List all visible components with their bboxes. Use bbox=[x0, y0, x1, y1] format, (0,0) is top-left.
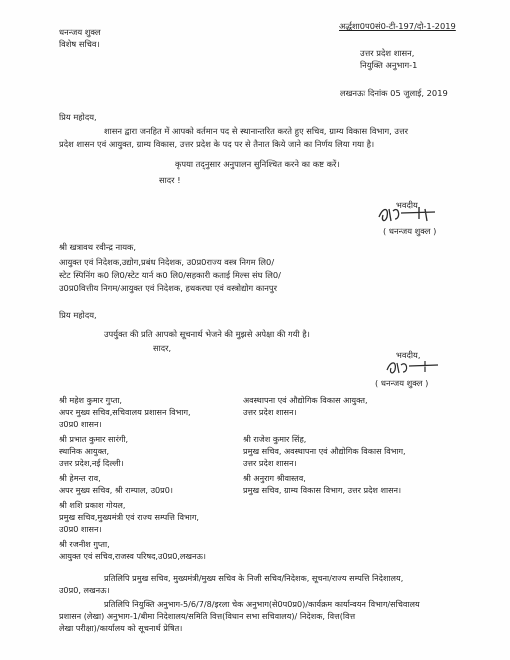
copy-recipient-line: प्रमुख सचिव, अवस्थापना एवं औद्योगिक विकास विभाग, bbox=[243, 446, 406, 456]
copy-recipient-line: अपर मुख्य सचिव,सचिवालय प्रशासन विभाग, bbox=[59, 407, 191, 417]
closing: सादर ! bbox=[159, 175, 181, 185]
copy-recipient-line: श्री शशि प्रकाश गोयल, bbox=[59, 500, 126, 510]
addressee-designation: स्टेट स्पिनिंग क0 लि0/स्टेट यार्न क0 लि0/सहकारी कताई मिल्स संघ लि0/ bbox=[59, 270, 281, 280]
copy-recipient-line: उ0प्र0 शासन। bbox=[59, 524, 102, 534]
signature-image bbox=[383, 357, 443, 377]
signature-image bbox=[375, 203, 445, 225]
body-paragraph-line: प्रदेश शासन एवं आयुक्त, ग्राम्य विकास, उत्तर प्रदेश के पद पर से तैनात किये जाने का निर्णय लिया गया है। bbox=[59, 139, 375, 149]
addressee-designation: उ0प्र0वित्तीय निगम/आयुक्त एवं निदेशक, हथकरघा एवं वस्त्रोद्योग कानपुर bbox=[59, 283, 277, 293]
copy-note-line: प्रशासन (लेखा) अनुभाग-1/बीमा निदेशालय/समिति वित्त(विधान सभा सचिवालय)/ निदेशक, वित्त(वित्त bbox=[59, 611, 356, 621]
copy-recipient-line: उत्तर प्रदेश शासन। bbox=[243, 407, 297, 417]
copy-note-line: लेखा परीक्षा)/कार्यालय को सूचनार्थ प्रेषित। bbox=[59, 623, 183, 633]
reference-number: अर्द्धशा0प0सं0-टी-197/दो-1-2019 bbox=[339, 21, 456, 31]
place-and-date: लखनऊः दिनांक 05 जुलाई, 2019 bbox=[340, 88, 448, 98]
copy-note-line: उ0प्र0, लखनऊ। bbox=[59, 585, 110, 595]
sender-designation: विशेष सचिव। bbox=[59, 39, 100, 49]
copy-recipient-line: श्री राजेश कुमार सिंह, bbox=[243, 434, 307, 444]
salutation: प्रिय महोदय, bbox=[59, 112, 97, 122]
closing: सादर, bbox=[153, 343, 172, 353]
addressee-designation: आयुक्त एवं निदेशक,उद्योग,प्रबंध निदेशक, उ0प्र0राज्य वस्त्र निगम लि0/ bbox=[59, 257, 275, 267]
copy-recipient-line: श्री हेमन्त राव, bbox=[59, 473, 101, 483]
copy-recipient-line: अपर मुख्य सचिव, श्री राम्पाल, उ0प्र0। bbox=[59, 485, 173, 495]
yours-faithfully: भवदीय, bbox=[396, 200, 421, 210]
signatory-name: ( धनन्जय शुक्ल ) bbox=[383, 226, 437, 236]
office-section: नियुक्ति अनुभाग-1 bbox=[360, 60, 418, 70]
salutation: प्रिय महोदय, bbox=[59, 310, 97, 320]
copy-recipient-line: श्री महेश कुमार गुप्ता, bbox=[59, 395, 122, 405]
addressee-name: श्री खत्रावथ रवीन्द्र नायक, bbox=[59, 242, 137, 252]
yours-faithfully: भवदीय, bbox=[396, 350, 421, 360]
compliance-request: कृपया तद्नुसार अनुपालन सुनिश्चित करने का कष्ट करें। bbox=[175, 159, 340, 169]
office-name: उत्तर प्रदेश शासन, bbox=[360, 48, 415, 58]
copy-recipient-line: अवस्थापना एवं औद्योगिक विकास आयुक्त, bbox=[243, 395, 368, 405]
copy-note-line: प्रतिलिपि प्रमुख सचिव, मुख्यमंत्री/मुख्य सचिव के निजी सचिव/निदेशक, सूचना/राज्य सम्पत्ति निदेशालय, bbox=[104, 573, 404, 583]
body-paragraph-line: शासन द्वारा जनहित में आपको वर्तमान पद से स्थानान्तरित करते हुए सचिव, ग्राम्य विकास विभाग, उत्तर bbox=[104, 126, 409, 136]
copy-recipient-line: प्रमुख सचिव, ग्राम्य विकास विभाग, उत्तर प्रदेश शासन। bbox=[243, 485, 402, 495]
body-paragraph: उपर्युक्त की प्रति आपको सूचनार्थ भेजने की मुझसे अपेक्षा की गयी है। bbox=[104, 329, 310, 339]
copy-recipient-line: आयुक्त एवं सचिव,राजस्व परिषद,उ0प्र0,लखनऊ। bbox=[59, 551, 206, 561]
sender-name: धनन्जय शुक्ल bbox=[59, 27, 101, 37]
copy-note-line: प्रतिलिपि नियुक्ति अनुभाग-5/6/7/8/इरला चेक अनुभाग(से0प0प्र0)/कार्यक्रम कार्यान्वयन विभाग/सचिवालय bbox=[104, 599, 420, 609]
copy-recipient-line: श्री रजनीश गुप्ता, bbox=[59, 539, 110, 549]
copy-recipient-line: उत्तर प्रदेश,नई दिल्ली। bbox=[59, 458, 124, 468]
copy-recipient-line: श्री प्रभात कुमार सारंगी, bbox=[59, 434, 129, 444]
copy-recipient-line: उ0प्र0 शासन। bbox=[59, 419, 102, 429]
copy-recipient-line: श्री अनुराग श्रीवास्तव, bbox=[243, 473, 306, 483]
copy-recipient-line: उत्तर प्रदेश शासन। bbox=[243, 458, 297, 468]
copy-recipient-line: स्थानिक आयुक्त, bbox=[59, 446, 110, 456]
copy-recipient-line: प्रमुख सचिव,मुख्यमंत्री एवं राज्य सम्पत्ति विभाग, bbox=[59, 512, 199, 522]
signatory-name: ( धनन्जय शुक्ल ) bbox=[375, 378, 429, 388]
